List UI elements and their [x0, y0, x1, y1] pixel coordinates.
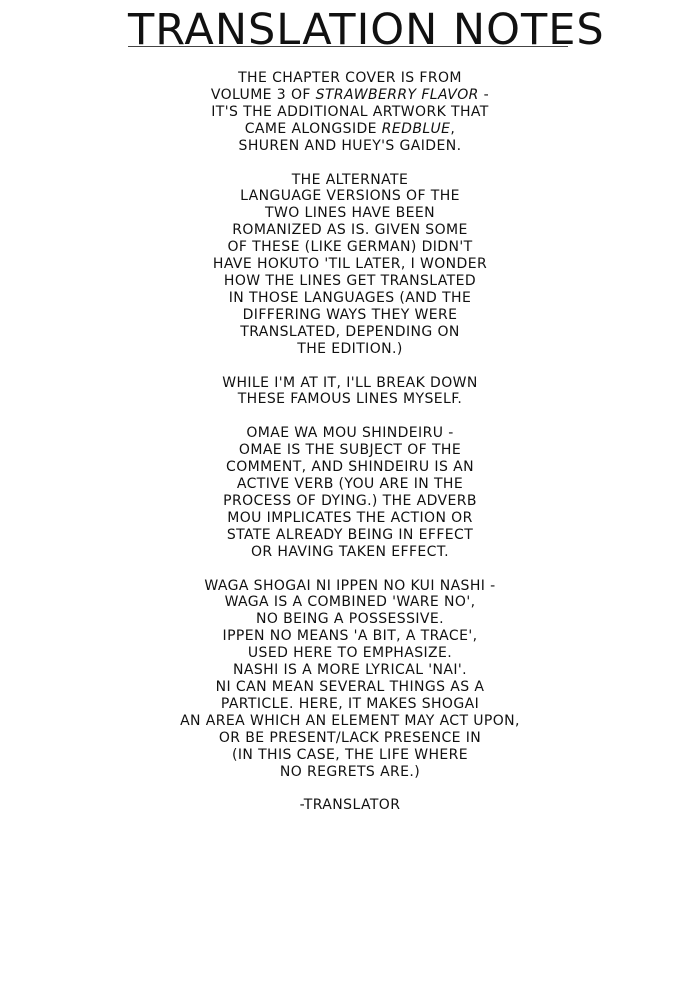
note-line: NO BEING A POSSESSIVE.	[256, 611, 444, 628]
note-line: TRANSLATED, DEPENDING ON	[240, 323, 460, 340]
note-paragraph	[150, 375, 550, 409]
note-line: WHILE I'M AT IT, I'LL BREAK DOWN	[222, 374, 478, 391]
note-line: IN THOSE LANGUAGES (AND THE	[228, 289, 472, 306]
note-line: THE EDITION.)	[297, 340, 403, 357]
note-line: NO REGRETS ARE.)	[279, 763, 421, 780]
note-line: DIFFERING WAYS THEY WERE	[242, 306, 458, 323]
note-line: MOU IMPLICATES THE ACTION OR	[227, 509, 473, 526]
note-paragraph	[150, 797, 550, 814]
note-line: THE ALTERNATE	[291, 171, 409, 188]
note-line-segment: ,	[450, 120, 456, 137]
note-line: (IN THIS CASE, THE LIFE WHERE	[231, 746, 469, 763]
note-line: ROMANIZED AS IS. GIVEN SOME	[232, 222, 468, 239]
note-line: -TRANSLATOR	[299, 797, 401, 814]
note-line: HOW THE LINES GET TRANSLATED	[223, 272, 477, 289]
note-paragraph	[150, 578, 550, 781]
note-line	[150, 87, 550, 104]
note-line: NI CAN MEAN SEVERAL THINGS AS A	[215, 679, 485, 695]
note-line: THE CHAPTER COVER IS FROM	[238, 70, 462, 86]
note-line: AN AREA WHICH AN ELEMENT MAY ACT UPON,	[180, 712, 520, 729]
note-line: OR BE PRESENT/LACK PRESENCE IN	[218, 729, 482, 746]
note-line: OR HAVING TAKEN EFFECT.	[251, 543, 449, 560]
note-line: COMMENT, AND SHINDEIRU IS AN	[226, 459, 474, 476]
note-line: THESE FAMOUS LINES MYSELF.	[237, 391, 463, 408]
note-line: HAVE HOKUTO 'TIL LATER, I WONDER	[212, 256, 488, 273]
note-line: OF THESE (LIKE GERMAN) DIDN'T	[227, 239, 473, 256]
page-title: TRANSLATION NOTES	[128, 5, 605, 55]
note-line: WAGA IS A COMBINED 'WARE NO',	[224, 594, 476, 611]
note-line-segment: VOLUME 3 OF	[210, 86, 316, 103]
note-line: IPPEN NO MEANS 'A BIT, A TRACE',	[222, 628, 478, 645]
note-paragraph	[150, 70, 550, 155]
note-paragraph	[150, 425, 550, 560]
note-line: PROCESS OF DYING.) THE ADVERB	[223, 492, 477, 509]
note-line: ACTIVE VERB (YOU ARE IN THE	[236, 476, 464, 493]
note-line: STATE ALREADY BEING IN EFFECT	[226, 526, 474, 543]
note-line: USED HERE TO EMPHASIZE.	[247, 645, 453, 662]
note-line-segment: -	[478, 86, 490, 103]
note-line: OMAE WA MOU SHINDEIRU -	[246, 425, 454, 442]
note-paragraph	[150, 172, 550, 358]
note-line: LANGUAGE VERSIONS OF THE	[240, 188, 460, 205]
note-line	[150, 121, 550, 138]
title-reference: REDBLUE	[381, 120, 451, 137]
note-line: OMAE IS THE SUBJECT OF THE	[238, 442, 462, 459]
note-line: PARTICLE. HERE, IT MAKES SHOGAI	[220, 695, 480, 712]
title-underline	[128, 46, 568, 47]
note-line-segment: CAME ALONGSIDE	[244, 120, 382, 137]
note-line: IT'S THE ADDITIONAL ARTWORK THAT	[211, 103, 489, 120]
note-line: TWO LINES HAVE BEEN	[265, 205, 435, 222]
note-line: NASHI IS A MORE LYRICAL 'NAI'.	[233, 662, 467, 679]
title-reference: STRAWBERRY FLAVOR	[315, 86, 479, 103]
notes-body	[150, 70, 550, 831]
note-line: WAGA SHOGAI NI IPPEN NO KUI NASHI -	[204, 577, 496, 594]
note-line: SHUREN AND HUEY'S GAIDEN.	[238, 137, 462, 154]
